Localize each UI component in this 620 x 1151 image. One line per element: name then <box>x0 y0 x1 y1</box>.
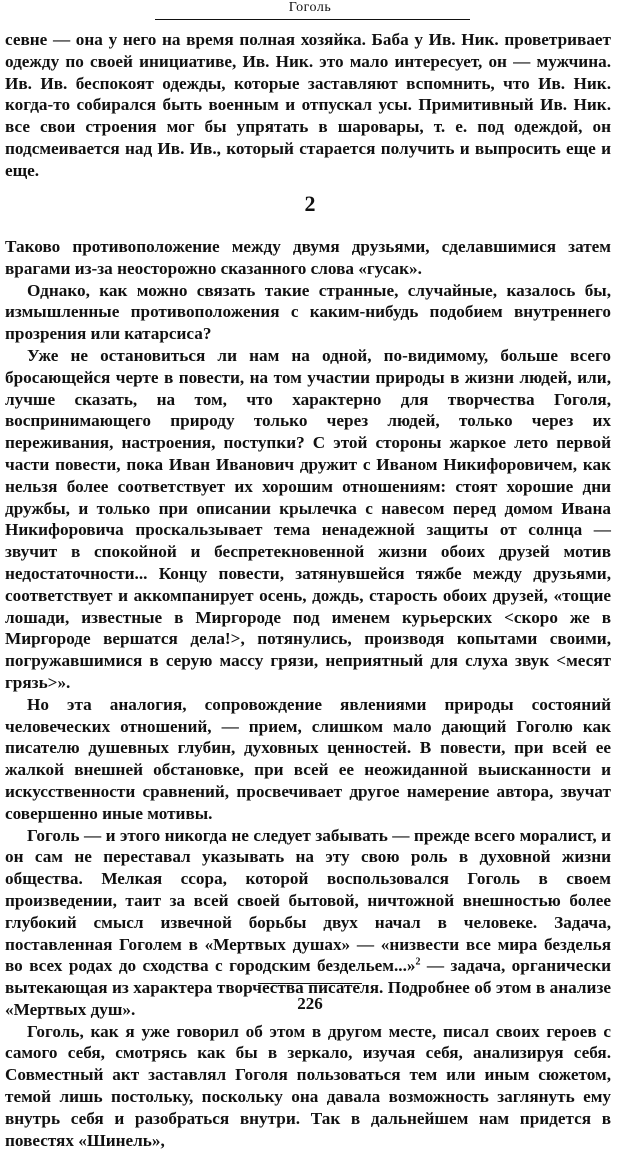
running-head: Гоголь <box>288 0 332 15</box>
footer-rule <box>258 983 362 984</box>
paragraph-5-tail: — задача, органически вытекающая из характера творчества писателя. Подробнее об этом в анализе «Мертвых душ». <box>5 956 612 1019</box>
paragraph-6: Гоголь, как я уже говорил об этом в другом месте, писал своих героев с самого себя, смотрясь как бы в зеркало, изучая себя, анализируя себя. Совместный акт заставлял Гоголя пользоваться тем или иным сюжетом, темой лишь постольку, поскольку она давала возможность заглянуть ему внутрь себя и разобраться внутри. Так в дальнейшем нам придется в повестях «Шинель», <box>5 1021 611 1150</box>
intro-text-block <box>5 29 611 182</box>
paragraph-5-text: Гоголь — и этого никогда не следует забывать — прежде всего моралист, и он сам не переставал указывать на эту свою роль в духовной жизни общества. Мелкая ссора, которой воспользовался Гоголь в своем произведении, таит за всей своей бытовой, ничтожной внешностью более глубокий смысл извечной борьбы двух начал в человеке. Задача, поставленная Гоголем в «Мертвых душах» — «низвести все мира безделья во всех родах до сходства с городским бездельем...» <box>5 825 611 976</box>
page-number: 226 <box>297 994 323 1013</box>
section-number: 2 <box>304 191 316 216</box>
paragraph-5 <box>5 825 611 1021</box>
intro-paragraph: севне — она у него на время полная хозяйка. Баба у Ив. Ник. проветривает одежду по своей инициативе, Ив. Ник. это мало интересует, он — мужчина. Ив. Ив. беспокоят одежды, которые заставляют вспомнить, что Ив. Ник. когда-то собирался быть военным и отпускал усы. Примитивный Ив. Ник. все свои строения мог бы упрятать в шаровары, т. е. под одеждой, он подсмеивается над Ив. Ив., который старается получить и выпросить еще и еще. <box>5 30 611 180</box>
paragraph-3: Уже не остановиться ли нам на одной, по-видимому, больше всего бросающейся черте в повести, на том участии природы в жизни людей, или, лучше сказать, на том, что характерно для творчества Гоголя, воспринимающего природу только через людей, только через их переживания, настроения, поступки? С этой стороны жаркое лето первой части повести, пока Иван Иванович дружит с Иваном Никифоровичем, как нельзя более соответствует их хорошим отношениям: стоят хорошие дни дружбы, и только при описании крылечка с навесом перед домом Ивана Никифоровича проскальзывает тема ненадежной защиты от солнца — звучит в спокойной и беспретекновенной жизни обоих друзей мотив недостаточности... Концу повести, затянувшейся тяжбе между друзьями, соответствует и аккомпанирует осень, дождь, старость обоих друзей, «тощие лошади, известные в Миргороде под именем курьерских <скоро же в Миргороде вершатся дела!>, потянулись, производя копытами своими, погружавшимися в серую массу грязи, неприятный для слуха звук <месят грязь>». <box>5 345 611 692</box>
running-head-rule <box>155 19 470 20</box>
paragraph-4: Но эта аналогия, сопровождение явлениями природы состояний человеческих отношений, — прием, слишком мало дающий Гоголю как писателю душевных глубин, духовных ценностей. В повести, при всей ее жалкой внешней обстановке, при всей ее неожиданной выисканности и искусственности сравнений, просвечивает другое намерение автора, звучат совершенно иные мотивы. <box>5 694 611 823</box>
paragraph-1: Таково противоположение между двумя друзьями, сделавшимися затем врагами из-за неосторожно сказанного слова «гусак». <box>5 237 611 278</box>
paragraph-2: Однако, как можно связать такие странные, случайные, казалось бы, измышленные противоположения с каким-нибудь подобием внутреннего прозрения или катарсиса? <box>5 280 611 344</box>
footnote-marker: 2 <box>415 956 421 968</box>
